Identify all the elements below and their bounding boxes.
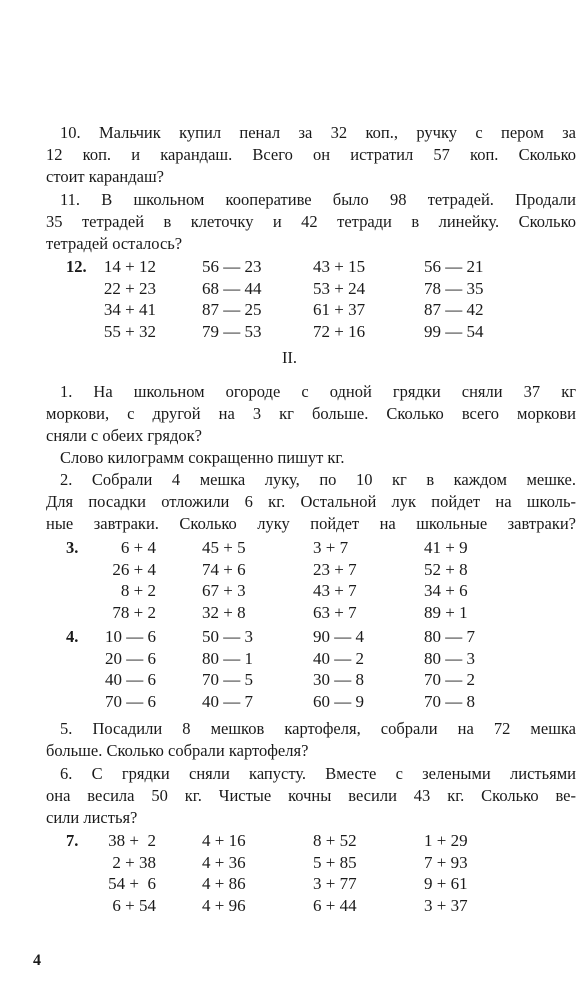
- expression: 3 + 7: [313, 538, 349, 557]
- section-title: II.: [281, 348, 298, 367]
- expression: 34 + 41: [103, 300, 156, 319]
- expression: 60 — 9: [313, 691, 364, 711]
- exercise-row: [66, 278, 566, 300]
- expression: 78 — 35: [424, 278, 484, 298]
- exercise-row: [66, 559, 566, 581]
- exercise-4: [66, 626, 566, 712]
- expression: 40 — 7: [202, 691, 253, 711]
- exercise-row: [66, 580, 566, 602]
- expression: 70 — 8: [424, 691, 475, 711]
- expression: 8 + 52: [313, 831, 357, 850]
- expression: 20 — 6: [105, 648, 156, 668]
- expression: 61 + 37: [313, 300, 366, 319]
- expression: 40 — 2: [313, 648, 364, 668]
- expression: 23 + 7: [313, 559, 357, 579]
- expression: 14 + 12: [103, 257, 156, 276]
- expression: 80 — 1: [202, 648, 253, 668]
- exercise-row: [66, 648, 566, 670]
- expression: 99 — 54: [424, 321, 484, 341]
- expression: 30 — 8: [313, 670, 364, 689]
- expression: 43 + 7: [313, 581, 357, 600]
- problem-2-line-1: 2. Собрали 4 мешка луку, по 10 кг в каждом мешке.: [60, 470, 576, 489]
- problem-6-line-3: сили листья?: [46, 808, 138, 827]
- expression: 4 + 96: [202, 895, 246, 915]
- expression: 68 — 44: [202, 278, 262, 298]
- problem-10-line-2: 12 коп. и карандаш. Всего он истратил 57 коп. Сколько: [46, 145, 576, 164]
- note: [46, 447, 576, 469]
- expression: 87 — 42: [424, 300, 484, 319]
- expression: 5 + 85: [313, 852, 357, 872]
- problem-1-line-2: моркови, с другой на 3 кг больше. Сколько всего моркови: [46, 404, 576, 423]
- expression: 2 + 38: [112, 852, 156, 872]
- problem-5: [46, 718, 576, 762]
- expression: 54 + 6: [108, 874, 156, 893]
- expression: 63 + 7: [313, 602, 357, 622]
- exercise-row: [66, 691, 566, 713]
- exercise-label: 12.: [66, 257, 87, 276]
- expression: 3 + 37: [424, 895, 468, 915]
- expression: 34 + 6: [424, 581, 468, 600]
- problem-10-line-1: 10. Мальчик купил пенал за 32 коп., ручку с пером за: [60, 123, 576, 142]
- exercise-row: [66, 873, 566, 895]
- problem-1-line-3: сняли с обеих грядок?: [46, 426, 202, 445]
- problem-11: [46, 189, 576, 255]
- expression: 22 + 23: [103, 278, 156, 298]
- expression: 89 + 1: [424, 602, 468, 622]
- problem-5-line-2: больше. Сколько собрали картофеля?: [46, 741, 309, 760]
- expression: 26 + 4: [112, 559, 156, 579]
- expression: 52 + 8: [424, 559, 468, 579]
- exercise-3: [66, 537, 566, 623]
- problem-6-line-1: 6. С грядки сняли капусту. Вместе с зелеными листьями: [60, 764, 576, 783]
- expression: 8 + 2: [120, 581, 156, 600]
- problem-1: [46, 381, 576, 447]
- expression: 80 — 7: [424, 627, 475, 646]
- problem-10-line-3: стоит карандаш?: [46, 167, 164, 186]
- expression: 4 + 36: [202, 852, 246, 872]
- expression: 67 + 3: [202, 581, 246, 600]
- exercise-row: [66, 852, 566, 874]
- problem-11-line-2: 35 тетрадей в клеточку и 42 тетради в линейку. Сколько: [46, 212, 576, 231]
- expression: 56 — 23: [202, 257, 262, 276]
- expression: 7 + 93: [424, 852, 468, 872]
- expression: 10 — 6: [105, 627, 156, 646]
- expression: 4 + 16: [202, 831, 246, 850]
- expression: 70 — 5: [202, 670, 253, 689]
- exercise-row: [66, 256, 566, 278]
- exercise-row: [66, 669, 566, 691]
- exercise-row: [66, 537, 566, 559]
- exercise-row: [66, 626, 566, 648]
- problem-6: [46, 763, 576, 829]
- problem-1-line-1: 1. На школьном огороде с одной грядки сняли 37 кг: [60, 382, 576, 401]
- expression: 53 + 24: [313, 278, 366, 298]
- problem-2-line-3: ные завтраки. Сколько луку пойдет на школьные завтраки?: [46, 514, 576, 533]
- exercise-row: [66, 321, 566, 343]
- expression: 6 + 54: [112, 895, 156, 915]
- page-number: 4: [33, 952, 41, 969]
- expression: 80 — 3: [424, 648, 475, 668]
- expression: 79 — 53: [202, 321, 262, 341]
- expression: 72 + 16: [313, 321, 366, 341]
- expression: 6 + 4: [120, 538, 156, 557]
- problem-5-line-1: 5. Посадили 8 мешков картофеля, собрали на 72 мешка: [60, 719, 576, 738]
- expression: 70 — 6: [105, 691, 156, 711]
- expression: 56 — 21: [424, 257, 484, 276]
- exercise-row: [66, 299, 566, 321]
- expression: 32 + 8: [202, 602, 246, 622]
- expression: 43 + 15: [313, 257, 366, 276]
- expression: 1 + 29: [424, 831, 468, 850]
- expression: 45 + 5: [202, 538, 246, 557]
- expression: 6 + 44: [313, 895, 357, 915]
- expression: 90 — 4: [313, 627, 364, 646]
- expression: 9 + 61: [424, 874, 468, 893]
- expression: 4 + 86: [202, 874, 246, 893]
- expression: 41 + 9: [424, 538, 468, 557]
- expression: 78 + 2: [112, 602, 156, 622]
- expression: 87 — 25: [202, 300, 262, 319]
- exercise-row: [66, 895, 566, 917]
- expression: 50 — 3: [202, 627, 253, 646]
- expression: 3 + 77: [313, 874, 357, 893]
- problem-2: [46, 469, 576, 535]
- problem-2-line-2: Для посадки отложили 6 кг. Остальной лук пойдет на школь-: [46, 492, 576, 511]
- note-line: Слово килограмм сокращенно пишут кг.: [60, 448, 345, 467]
- expression: 70 — 2: [424, 670, 475, 689]
- expression: 40 — 6: [105, 670, 156, 689]
- exercise-row: [66, 830, 566, 852]
- problem-10: [46, 122, 576, 188]
- expression: 55 + 32: [103, 321, 156, 341]
- problem-11-line-1: 11. В школьном кооперативе было 98 тетрадей. Продали: [60, 190, 576, 209]
- expression: 74 + 6: [202, 559, 246, 579]
- problem-11-line-3: тетрадей осталось?: [46, 234, 183, 253]
- problem-6-line-2: она весила 50 кг. Чистые кочны весили 43 кг. Сколько ве-: [46, 786, 576, 805]
- exercise-label: 3.: [66, 538, 79, 557]
- exercise-7: [66, 830, 566, 916]
- exercise-label: 7.: [66, 831, 79, 850]
- exercise-label: 4.: [66, 627, 79, 646]
- expression: 38 + 2: [108, 831, 156, 850]
- exercise-12: [66, 256, 566, 342]
- exercise-row: [66, 602, 566, 624]
